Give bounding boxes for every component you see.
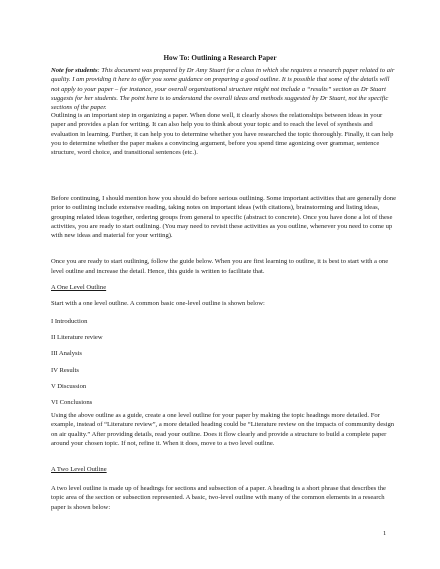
paragraph-using-outline: Using the above outline as a guide, create a one level outline for your paper by making the topic headings more detailed. For example, instead of “Literature review”, a more detailed heading could be “Literature review on the impacts of community design on air quality.” After providing details, read your outline. Does it flow clearly and provide a structure to build a complete paper around your chosen topic. If not, refine it. When it does, move to a two level outline. (51, 412, 395, 447)
heading-one-level-outline: A One Level Outline (51, 284, 107, 291)
outline-item: VI Conclusions (51, 398, 93, 406)
page-title: How To: Outlining a Research Paper (163, 54, 277, 62)
paragraph-before-outlining: Before continuing, I should mention how you should do before serious outlining. Some important activities that are generally done prior to outlining include extensive reading, taking notes on important ideas (with citations), brainstorming and listing ideas, grouping related ideas together, ordering groups from general to specific (abstract to concrete). Once you have done a lot of these activities, you are ready to start outlining. (You may need to revisit these activities as you outline, whenever you need to come up with new ideas and material for your writing). (51, 195, 397, 240)
paragraph-outlining-importance: Outlining is an important step in organizing a paper. When done well, it clearly shows the relationships between ideas in your paper and provides a plan for writing. It can also help you to think about your topic and to reach the level of synthesis and evaluation in learning. Further, it can help you to determine whether you have researched the topic thoroughly. Finally, it can help you to determine whether the paper makes a convincing argument, before you spend time agonizing over grammar, sentence structure, word choice, and transitional sentences (etc.). (51, 112, 394, 157)
paragraph-one-level-intro: Start with a one level outline. A common basic one-level outline is shown below: (51, 300, 265, 307)
note-text: : This document was prepared by Dr Amy Stuart for a class in which she requires a research paper related to air quality. I am providing it here to offer you some guidance on preparing a good outline. It is possible that some of the details will not apply to your paper – for instance, your overall organizational structure might not include a “results” section as Dr Stuart suggests for her students. The point here is to understand the overall ideas and methods suggested by Dr Stuart, not the specific sections of the paper. (51, 67, 395, 112)
page-number: 1 (383, 530, 387, 537)
outline-item: III Analysis (51, 350, 82, 358)
paragraph-two-level-intro: A two level outline is made up of headings for sections and subsection of a paper. A heading is a short phrase that describes the topic area of the section or subsection represented. A basic, two-level outline with many of the common elements in a research paper is shown below: (51, 485, 386, 511)
paragraph-start-outlining: Once you are ready to start outlining, follow the guide below. When you are first learning to outline, it is best to start with a one level outline and increase the detail. Hence, this guide is written to facilitate that. (51, 258, 389, 275)
outline-item: IV Results (51, 366, 79, 374)
heading-two-level-outline: A Two Level Outline (51, 466, 107, 473)
outline-item: II Literature review (51, 334, 103, 342)
outline-item: I Introduction (51, 318, 88, 325)
note-for-students (51, 66, 396, 112)
one-level-outline-list (51, 317, 396, 414)
note-label: Note for students (51, 67, 98, 74)
outline-item: V Discussion (51, 382, 87, 390)
